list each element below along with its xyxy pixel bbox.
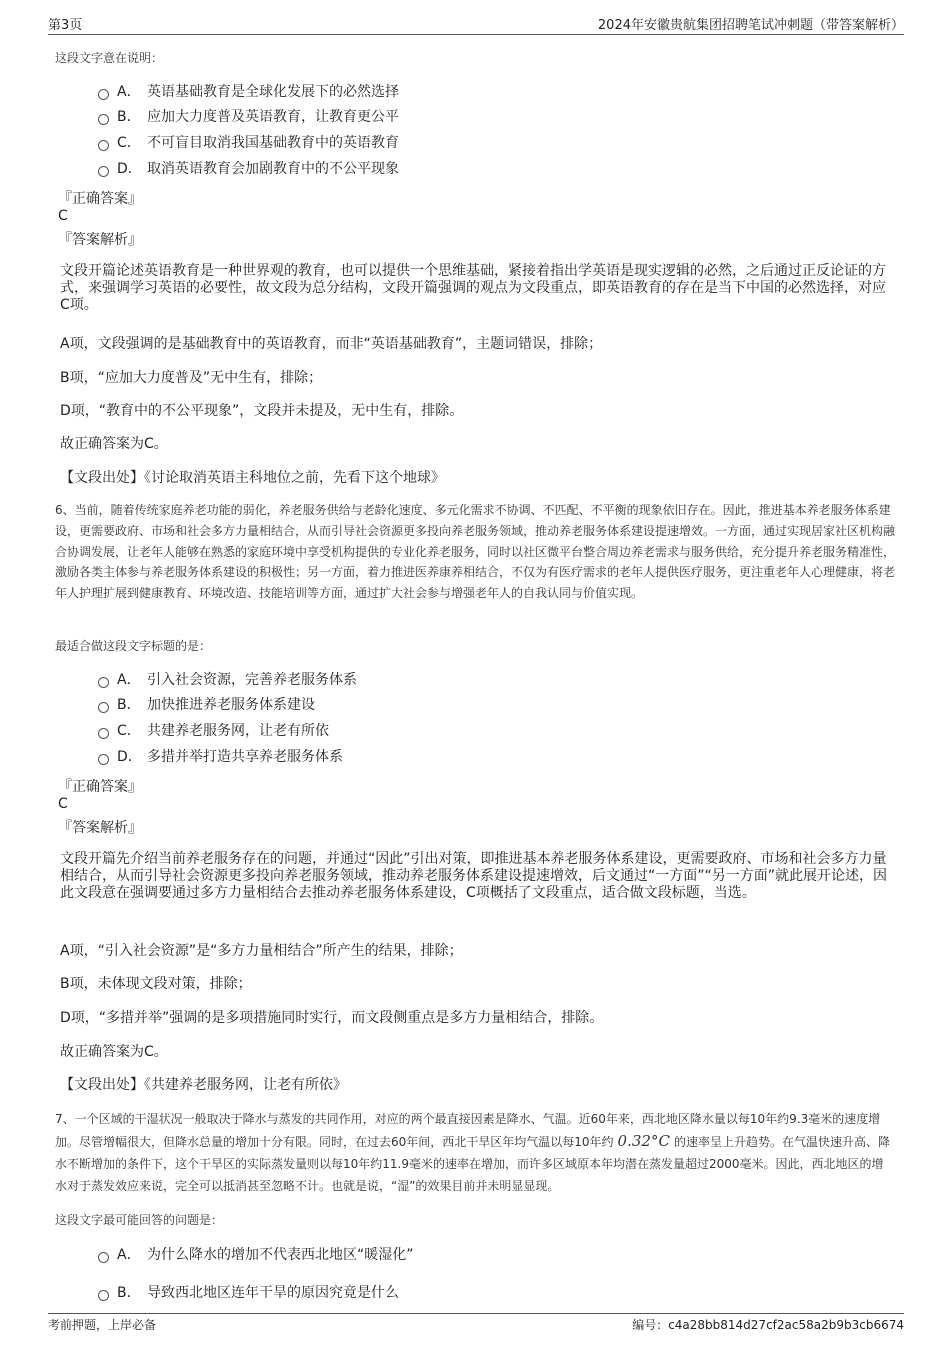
page-header (48, 14, 904, 35)
radio-icon[interactable] (98, 728, 109, 739)
radio-icon[interactable] (98, 677, 109, 688)
q5-option-b[interactable]: B． 应加大力度普及英语教育，让教育更公平 (98, 106, 399, 128)
temperature-formula: 0.32°C (617, 1132, 670, 1150)
q7-option-a[interactable]: A． 为什么降水的增加不代表西北地区“暖湿化” (98, 1244, 414, 1266)
radio-icon[interactable] (98, 114, 109, 125)
q5-conclusion: 故正确答案为C。 (60, 436, 168, 452)
q6-analysis-label: 『答案解析』 (58, 820, 142, 836)
radio-icon[interactable] (98, 1290, 109, 1301)
q6-option-a[interactable]: A． 引入社会资源，完善养老服务体系 (98, 669, 357, 691)
q5-source: 【文段出处】《讨论取消英语主科地位之前，先看下这个地球》 (60, 470, 445, 486)
q7-stem: 7、一个区域的干湿状况一般取决于降水与蒸发的共同作用，对应的两个最直接因素是降水、气温。近60年来，西北地区降水量以每10年约9.3毫米的速度增加。尽管增幅很大，但降水总量的增加十分有限。同时，在过去60年间，西北干旱区年均气温以每10年约 0.32°C 的速率呈上升趋势。在气温快速升高、降水不断增加的条件下，这个干旱区的实际蒸发量则以每10年约11.9毫米的速率在增加，而许多区域原本年均潜在蒸发量超过2000毫米。因此，西北地区的增水对于蒸发效应来说，完全可以抵消甚至忽略不计。也就是说，“湿”的效果目前并未明显显现。 (55, 1112, 890, 1193)
q6-prompt: 最适合做这段文字标题的是： (55, 639, 212, 653)
q7-prompt: 这段文字最可能回答的问题是： (55, 1213, 224, 1227)
q6-analysis-d: D项，“多措并举”强调的是多项措施同时实行，而文段侧重点是多方力量相结合，排除。 (60, 1010, 604, 1026)
radio-icon[interactable] (98, 89, 109, 100)
document-id: 编号：c4a28bb814d27cf2ac58a2b9b3cb6674 (632, 1318, 904, 1332)
q5-option-d[interactable]: D． 取消英语教育会加剧教育中的不公平现象 (98, 158, 399, 180)
q5-prompt: 这段文字意在说明： (55, 51, 164, 65)
q6-option-d[interactable]: D． 多措并举打造共享养老服务体系 (98, 746, 343, 768)
page-number: 第3页 (48, 18, 83, 33)
radio-icon[interactable] (98, 1252, 109, 1263)
q6-conclusion: 故正确答案为C。 (60, 1044, 168, 1060)
q5-answer-label: 『正确答案』 (58, 191, 142, 207)
radio-icon[interactable] (98, 140, 109, 151)
radio-icon[interactable] (98, 754, 109, 765)
document-title: 2024年安徽贵航集团招聘笔试冲刺题（带答案解析） (597, 18, 904, 33)
q5-analysis: 文段开篇论述英语教育是一种世界观的教育，也可以提供一个思维基础，紧接着指出学英语是现实逻辑的必然，之后通过正反论证的方式，来强调学习英语的必要性，故文段为总分结构，文段开篇强调的观点为文段重点，即英语教育的存在是当下中国的必然选择，对应C项。 (60, 263, 886, 313)
q6-option-c[interactable]: C． 共建养老服务网，让老有所依 (98, 720, 329, 742)
q6-option-b[interactable]: B． 加快推进养老服务体系建设 (98, 694, 315, 716)
q6-answer: C (58, 796, 68, 812)
q5-analysis-a: A项，文段强调的是基础教育中的英语教育，而非“英语基础教育”，主题词错误，排除； (60, 336, 603, 352)
footer-slogan: 考前押题，上岸必备 (48, 1318, 157, 1332)
q6-source: 【文段出处】《共建养老服务网，让老有所依》 (60, 1077, 347, 1093)
q6-analysis-a: A项，“引入社会资源”是“多方力量相结合”所产生的结果，排除； (60, 943, 463, 959)
q5-analysis-label: 『答案解析』 (58, 232, 142, 248)
q6-analysis: 文段开篇先介绍当前养老服务存在的问题，并通过“因此”引出对策，即推进基本养老服务体系建设，更需要政府、市场和社会多方力量相结合，从而引导社会资源更多投向养老服务领域，推动养老服务体系建设提速增效，后文通过“一方面”“另一方面”就此展开论述，因此文段意在强调要通过多方力量相结合去推动养老服务体系建设，C项概括了文段重点，适合做文段标题，当选。 (60, 851, 888, 901)
q5-analysis-b: B项，“应加大力度普及”无中生有，排除； (60, 370, 323, 386)
q7-option-b[interactable]: B． 导致西北地区连年干旱的原因究竟是什么 (98, 1282, 399, 1304)
page-footer (48, 1313, 904, 1338)
q5-answer: C (58, 208, 68, 224)
q5-analysis-d: D项，“教育中的不公平现象”，文段并未提及，无中生有，排除。 (60, 403, 464, 419)
q6-stem: 6、当前，随着传统家庭养老功能的弱化，养老服务供给与老龄化速度、多元化需求不协调、不匹配、不平衡的现象依旧存在。因此，推进基本养老服务体系建设，更需要政府、市场和社会多方力量相结合，从而引导社会资源更多投向养老服务领域，推动养老服务体系建设提速增效。一方面，通过实现居家社区机构融合协调发展，让老年人能够在熟悉的家庭环境中享受机构提供的专业化养老服务，同时以社区微平台整合周边养老需求与服务供给，充分提升养老服务精准性，激励各类主体参与养老服务体系建设的积极性；另一方面，着力推进医养康养相结合，不仅为有医疗需求的老年人提供医疗服务，更注重老年人心理健康，将老年人护理扩展到健康教育、环境改造、技能培训等方面，通过扩大社会参与增强老年人的自我认同与价值实现。 (55, 503, 896, 601)
radio-icon[interactable] (98, 702, 109, 713)
q6-analysis-b: B项，未体现文段对策，排除； (60, 976, 252, 992)
q5-option-c[interactable]: C． 不可盲目取消我国基础教育中的英语教育 (98, 132, 399, 154)
q5-option-a[interactable]: A． 英语基础教育是全球化发展下的必然选择 (98, 81, 399, 103)
q6-answer-label: 『正确答案』 (58, 779, 142, 795)
radio-icon[interactable] (98, 166, 109, 177)
